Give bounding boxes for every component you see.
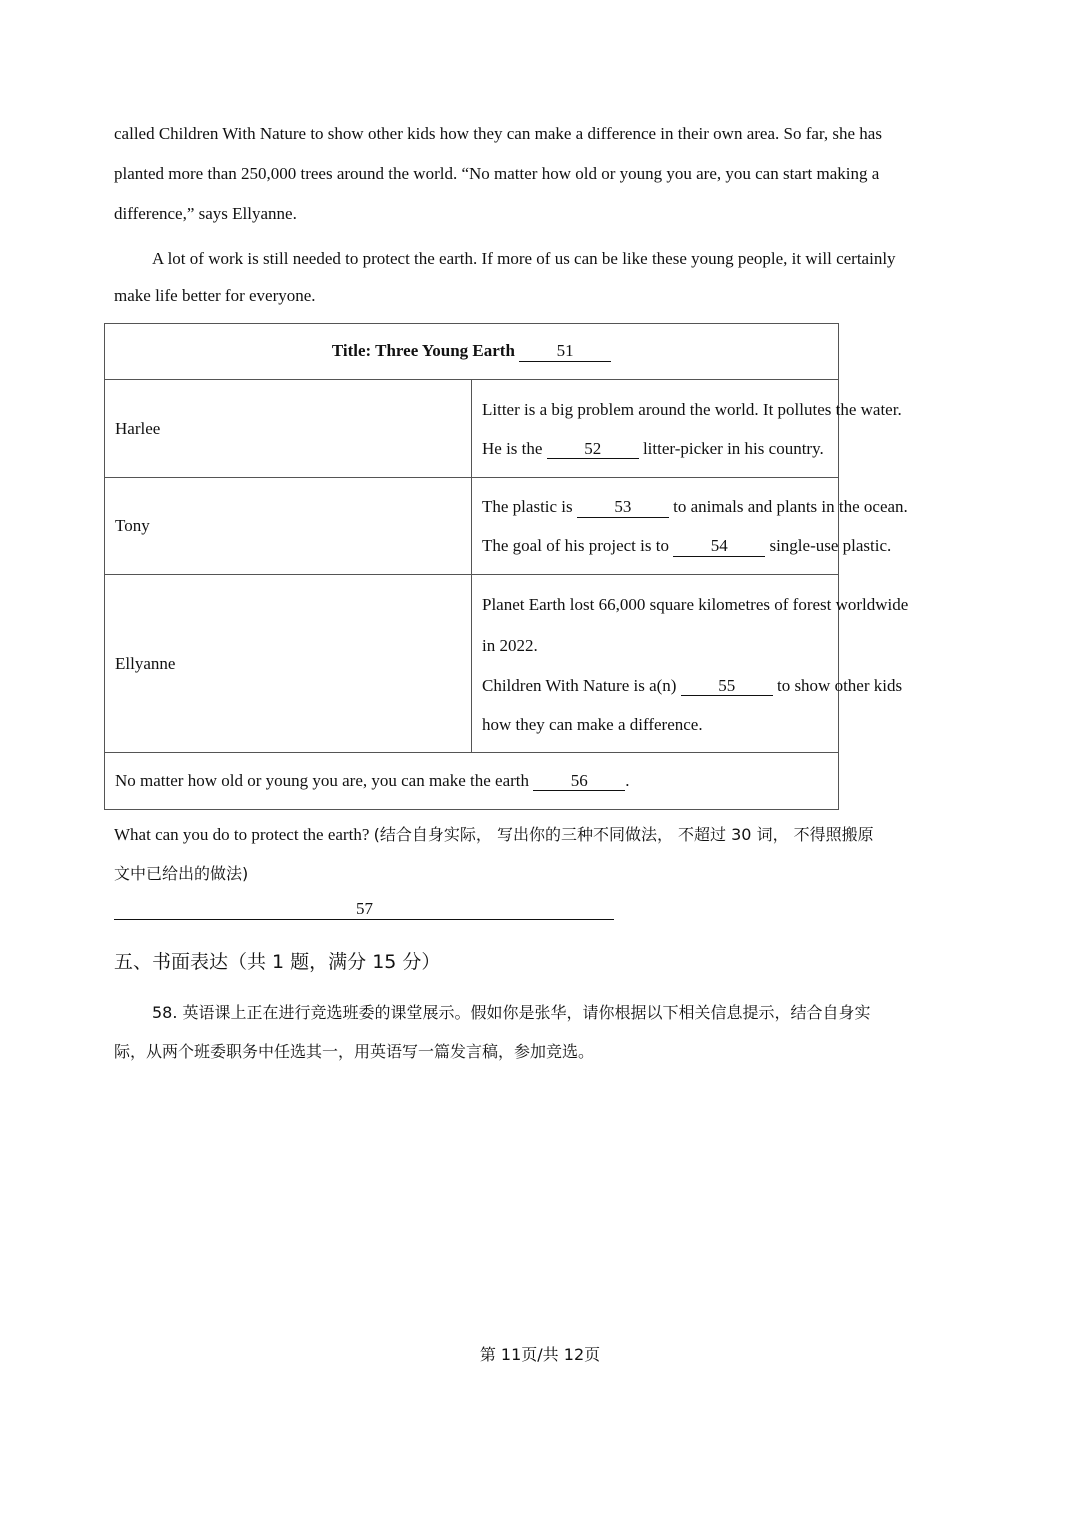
table-row-tony (105, 478, 839, 575)
detail-line: in 2022. (482, 635, 538, 655)
blank-51[interactable]: 51 (519, 342, 611, 362)
passage-line-1: called Children With Nature to show other kids how they can make a difference in their own area. So far, she has (114, 124, 882, 143)
name-cell: Ellyanne (105, 575, 472, 753)
passage-para2-line-2: make life better for everyone. (114, 286, 316, 305)
q57-prompt-cn-2: 文中已给出的做法) (114, 864, 249, 883)
q57-prompt-cn: (结合自身实际， 写出你的三种不同做法， 不超过 30 词， 不得照搬原 (373, 825, 874, 844)
name-cell: Tony (105, 478, 472, 575)
section-heading: 五、书面表达（共 1 题，满分 15 分） (114, 951, 441, 973)
passage-line-3: difference,” says Ellyanne. (114, 204, 297, 223)
table-footer-cell: No matter how old or young you are, you can make the earth 56 . (105, 753, 839, 810)
q58-line-1: 58. 英语课上正在进行竞选班委的课堂展示。假如你是张华，请你根据以下相关信息提示，结合自身实 (152, 1003, 871, 1022)
table-row-ellyanne (105, 575, 839, 753)
passage-para2-line-1: A lot of work is still needed to protect the earth. If more of us can be like these young people, it will certainly (152, 249, 896, 268)
q57-prompt (114, 822, 874, 845)
blank-55[interactable]: 55 (681, 677, 773, 697)
q58-line-2: 际，从两个班委职务中任选其一，用英语写一篇发言稿，参加竞选。 (114, 1042, 595, 1061)
q57-prompt-en: What can you do to protect the earth? (114, 825, 370, 844)
detail-cell (472, 380, 902, 478)
q57-answer-line[interactable] (114, 899, 614, 920)
page-number: 第 11页/共 12页 (479, 1345, 601, 1364)
detail-line: Children With Nature is a(n) 55 to show other kids (482, 675, 903, 695)
detail-line: He is the 52 litter-picker in his country. (482, 438, 824, 458)
blank-52[interactable]: 52 (547, 440, 639, 460)
detail-line: how they can make a difference. (482, 714, 703, 734)
blank-53[interactable]: 53 (577, 498, 669, 518)
detail-cell (472, 575, 909, 753)
passage-line-2: planted more than 250,000 trees around the world. “No matter how old or young you are, you can start making a (114, 164, 880, 183)
blank-57[interactable]: 57 (114, 900, 614, 920)
table-title-row (105, 324, 839, 380)
detail-cell (472, 478, 908, 575)
detail-line: The plastic is 53 to animals and plants in the ocean. (482, 497, 908, 516)
table-title-text: Title: Three Young Earth (331, 341, 515, 361)
blank-56[interactable]: 56 (533, 772, 625, 792)
summary-table (104, 323, 909, 810)
name-cell: Harlee (105, 380, 472, 478)
detail-line: The goal of his project is to 54 single-use plastic. (482, 536, 892, 555)
detail-line: Litter is a big problem around the world. It pollutes the water. (482, 399, 902, 419)
blank-54[interactable]: 54 (673, 537, 765, 557)
table-footer-row (105, 753, 839, 810)
table-title-cell (105, 324, 839, 380)
table-row-harlee (105, 380, 839, 478)
detail-line: Planet Earth lost 66,000 square kilometres of forest worldwide (482, 594, 909, 614)
